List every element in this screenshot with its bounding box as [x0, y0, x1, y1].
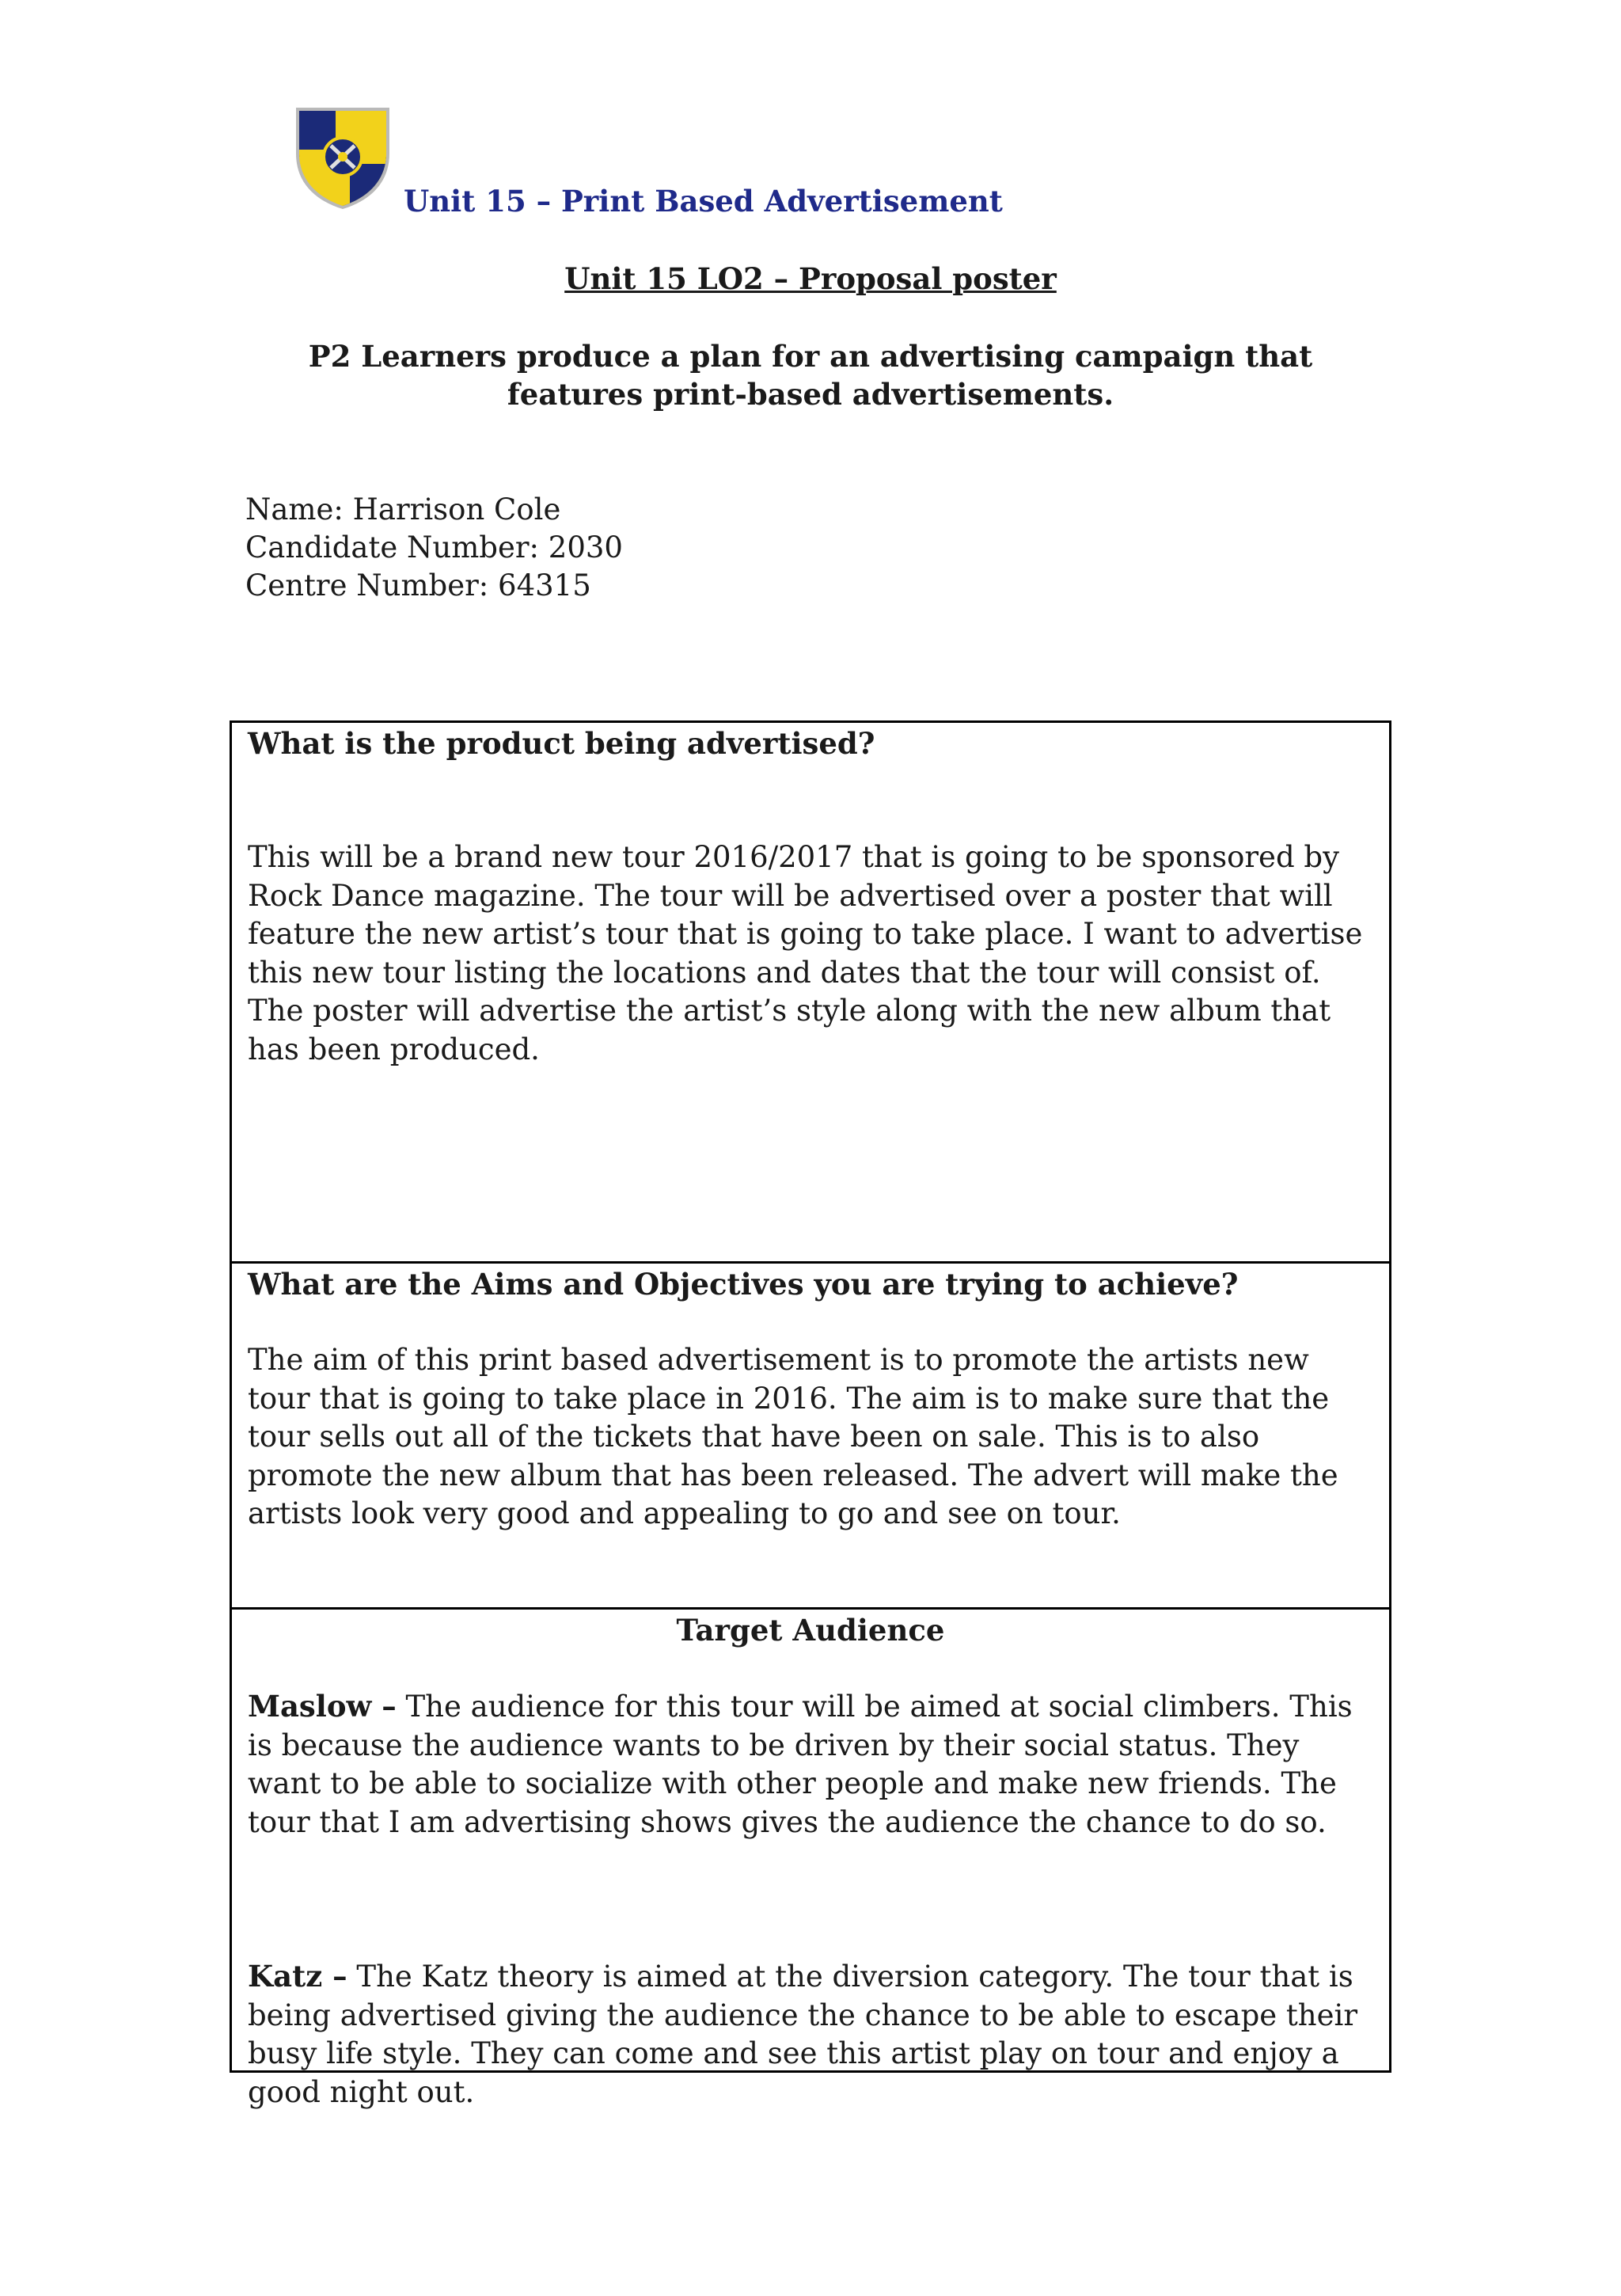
task-statement: P2 Learners produce a plan for an advertising campaign that features print-based advertisements. — [308, 339, 1313, 412]
candidate-name: Name: Harrison Cole — [245, 492, 561, 526]
katz-label: Katz – — [248, 1959, 347, 1994]
aims-section — [232, 1264, 1389, 1610]
aims-question: What are the Aims and Objectives you are trying to achieve? — [248, 1267, 1239, 1302]
katz-paragraph — [248, 1957, 1373, 2112]
candidate-number: Candidate Number: 2030 — [245, 530, 623, 564]
centre-number: Centre Number: 64315 — [245, 568, 591, 603]
audience-heading: Target Audience — [676, 1613, 945, 1648]
school-crest-icon — [290, 105, 396, 211]
katz-text: The Katz theory is aimed at the diversion category. The tour that is being advertised giving the audience the chance to be able to escape their busy life style. They can come and see this artist play on tour and enjoy a good night out. — [248, 1960, 1358, 2109]
audience-section — [232, 1610, 1389, 2109]
maslow-paragraph — [248, 1687, 1373, 1842]
candidate-details — [245, 491, 623, 605]
product-question: What is the product being advertised? — [248, 726, 875, 761]
product-answer: This will be a brand new tour 2016/2017 that is going to be sponsored by Rock Dance magazine. The tour will be advertised over a poster that will feature the new artist’s tour that is going to take place. I want to advertise this new tour listing the locations and dates that the tour will consist of. The poster will advertise the artist’s style along with the new album that has been produced. — [248, 840, 1363, 1066]
maslow-text: The audience for this tour will be aimed at social climbers. This is because the audience wants to be driven by their social status. They want to be able to socialize with other people and make new friends. The tour that I am advertising shows gives the audience the chance to do so. — [248, 1690, 1353, 1839]
maslow-label: Maslow – — [248, 1689, 397, 1724]
proposal-table — [230, 720, 1391, 2109]
aims-answer: The aim of this print based advertisement is to promote the artists new tour that is going to take place in 2016. The aim is to make sure that the tour sells out all of the tickets that have been on sale. This is to also promote the new album that has been released. The advert will make the artists look very good and appealing to go and see on tour. — [248, 1343, 1338, 1530]
product-section — [232, 723, 1389, 1264]
document-subtitle: Unit 15 LO2 – Proposal poster — [564, 261, 1057, 296]
header-title: Unit 15 – Print Based Advertisement — [404, 184, 1003, 219]
